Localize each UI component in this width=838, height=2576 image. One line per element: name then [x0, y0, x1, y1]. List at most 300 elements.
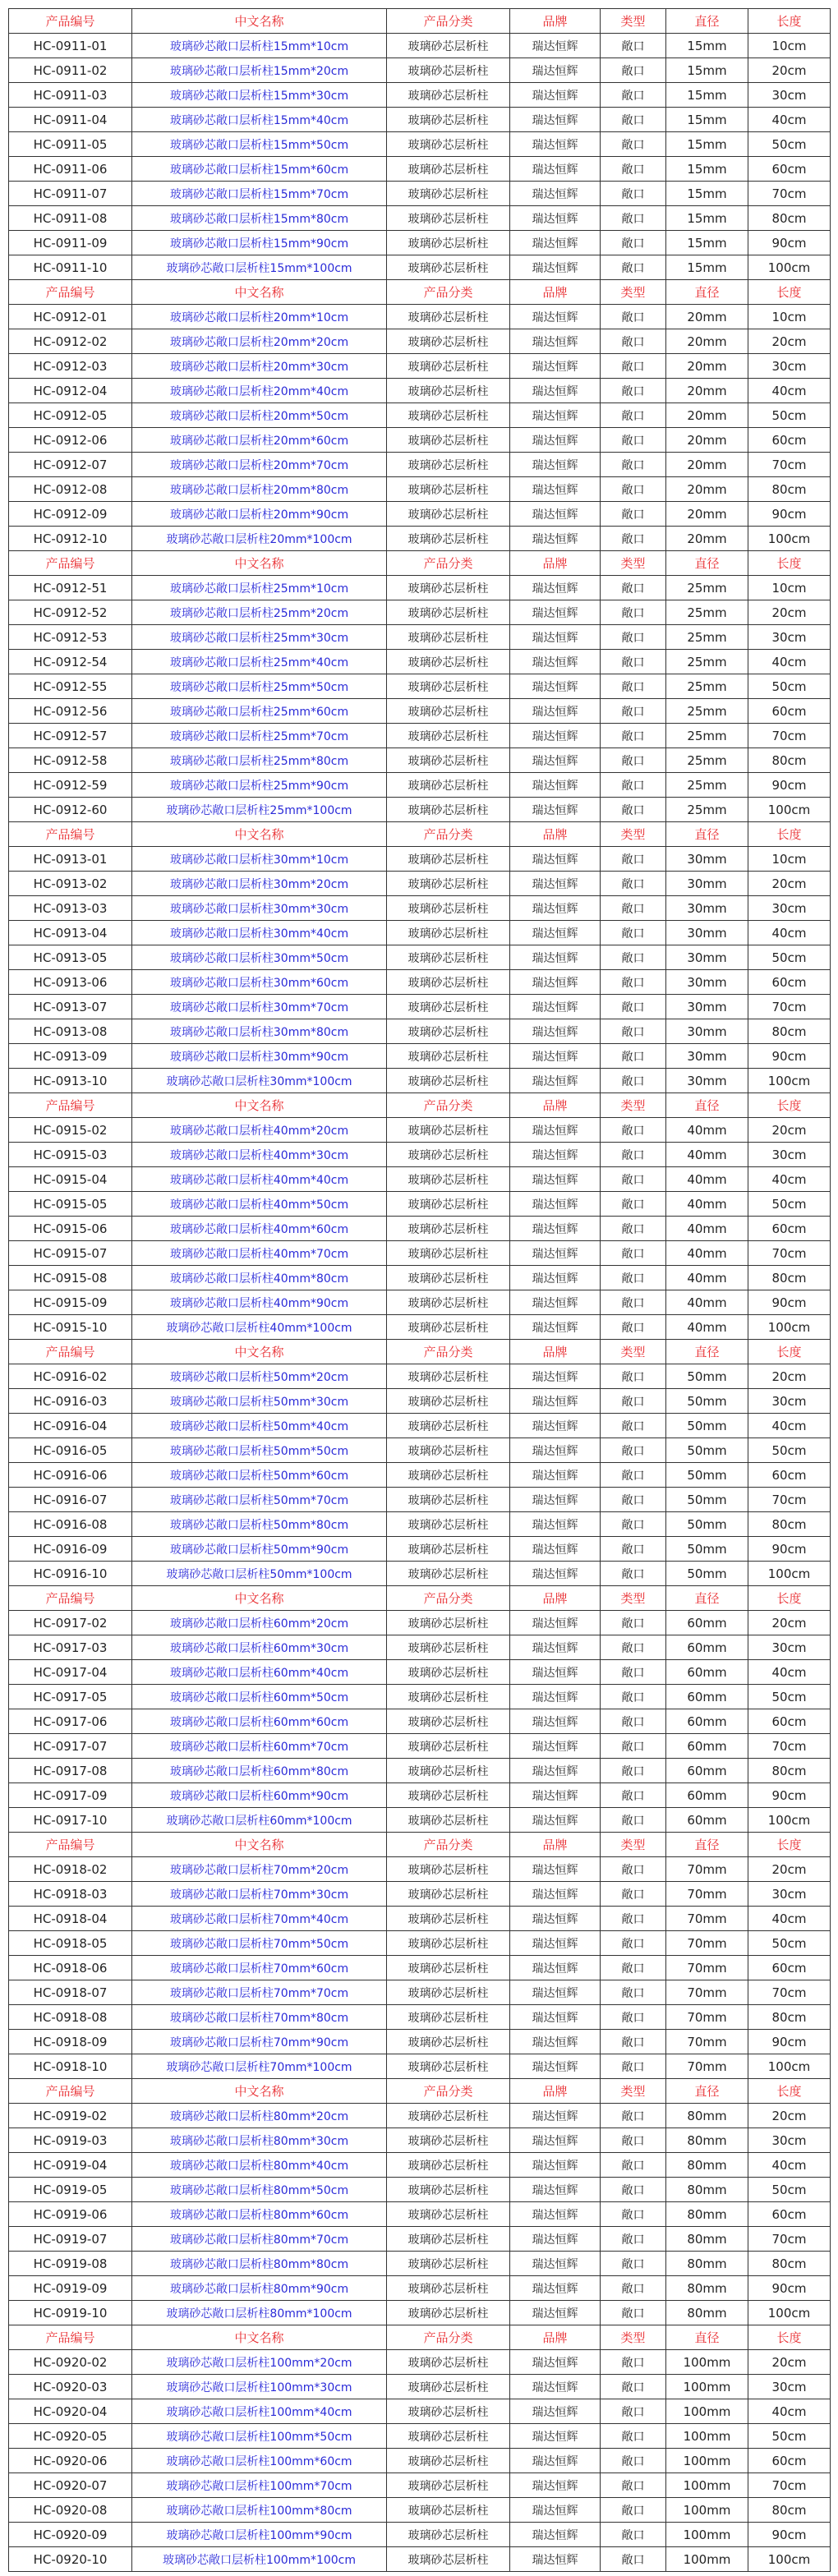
type-cell: 敞口	[601, 108, 666, 132]
diameter-cell: 20mm	[666, 354, 748, 379]
product-category-cell: 玻璃砂芯层析柱	[387, 1069, 510, 1093]
product-code-cell: HC-0919-06	[9, 2202, 132, 2227]
table-row	[9, 945, 831, 970]
chinese-name-cell: 玻璃砂芯敞口层析柱40mm*40cm	[132, 1167, 387, 1192]
header-row	[9, 280, 831, 305]
brand-cell: 瑞达恒辉	[510, 354, 601, 379]
product-code-cell: HC-0912-52	[9, 600, 132, 625]
product-category-cell: 玻璃砂芯层析柱	[387, 206, 510, 231]
diameter-cell: 20mm	[666, 453, 748, 477]
column-header-brand: 品牌	[510, 2325, 601, 2350]
product-code-cell: HC-0915-07	[9, 1241, 132, 1266]
product-category-cell: 玻璃砂芯层析柱	[387, 2030, 510, 2054]
diameter-cell: 20mm	[666, 379, 748, 403]
chinese-name-cell: 玻璃砂芯敞口层析柱70mm*90cm	[132, 2030, 387, 2054]
diameter-cell: 100mm	[666, 2547, 748, 2572]
product-code-cell: HC-0912-57	[9, 724, 132, 748]
column-header-diameter: 直径	[666, 822, 748, 847]
product-category-cell: 玻璃砂芯层析柱	[387, 1512, 510, 1537]
diameter-cell: 60mm	[666, 1635, 748, 1660]
brand-cell: 瑞达恒辉	[510, 1438, 601, 1463]
brand-cell: 瑞达恒辉	[510, 1315, 601, 1340]
chinese-name-cell: 玻璃砂芯敞口层析柱40mm*30cm	[132, 1143, 387, 1167]
table-row	[9, 1217, 831, 1241]
length-cell: 20cm	[748, 1118, 831, 1143]
product-category-cell: 玻璃砂芯层析柱	[387, 231, 510, 255]
brand-cell: 瑞达恒辉	[510, 1512, 601, 1537]
chinese-name-cell: 玻璃砂芯敞口层析柱15mm*100cm	[132, 255, 387, 280]
type-cell: 敞口	[601, 2005, 666, 2030]
table-row	[9, 1167, 831, 1192]
column-header-length: 长度	[748, 2325, 831, 2350]
column-header-chinese-name: 中文名称	[132, 280, 387, 305]
diameter-cell: 100mm	[666, 2399, 748, 2424]
column-header-product-category: 产品分类	[387, 9, 510, 34]
brand-cell: 瑞达恒辉	[510, 2498, 601, 2523]
type-cell: 敞口	[601, 1660, 666, 1685]
product-category-cell: 玻璃砂芯层析柱	[387, 847, 510, 872]
product-code-cell: HC-0919-07	[9, 2227, 132, 2252]
product-code-cell: HC-0913-10	[9, 1069, 132, 1093]
chinese-name-cell: 玻璃砂芯敞口层析柱40mm*100cm	[132, 1315, 387, 1340]
column-header-product-category: 产品分类	[387, 1833, 510, 1857]
type-cell: 敞口	[601, 1907, 666, 1931]
chinese-name-cell: 玻璃砂芯敞口层析柱40mm*60cm	[132, 1217, 387, 1241]
type-cell: 敞口	[601, 2301, 666, 2325]
diameter-cell: 50mm	[666, 1537, 748, 1562]
chinese-name-cell: 玻璃砂芯敞口层析柱20mm*90cm	[132, 502, 387, 527]
product-category-cell: 玻璃砂芯层析柱	[387, 1019, 510, 1044]
column-header-diameter: 直径	[666, 1093, 748, 1118]
product-category-cell: 玻璃砂芯层析柱	[387, 2399, 510, 2424]
column-header-type: 类型	[601, 2079, 666, 2104]
length-cell: 80cm	[748, 206, 831, 231]
diameter-cell: 25mm	[666, 600, 748, 625]
brand-cell: 瑞达恒辉	[510, 724, 601, 748]
product-code-cell: HC-0918-03	[9, 1882, 132, 1907]
brand-cell: 瑞达恒辉	[510, 2227, 601, 2252]
length-cell: 90cm	[748, 1044, 831, 1069]
column-header-length: 长度	[748, 1833, 831, 1857]
length-cell: 80cm	[748, 1266, 831, 1290]
table-row	[9, 1635, 831, 1660]
diameter-cell: 30mm	[666, 921, 748, 945]
brand-cell: 瑞达恒辉	[510, 1167, 601, 1192]
type-cell: 敞口	[601, 1389, 666, 1414]
product-code-cell: HC-0913-03	[9, 896, 132, 921]
chinese-name-cell: 玻璃砂芯敞口层析柱60mm*90cm	[132, 1783, 387, 1808]
product-category-cell: 玻璃砂芯层析柱	[387, 157, 510, 182]
chinese-name-cell: 玻璃砂芯敞口层析柱15mm*70cm	[132, 182, 387, 206]
table-row	[9, 2005, 831, 2030]
table-row	[9, 2399, 831, 2424]
product-code-cell: HC-0916-03	[9, 1389, 132, 1414]
diameter-cell: 25mm	[666, 699, 748, 724]
brand-cell: 瑞达恒辉	[510, 1241, 601, 1266]
type-cell: 敞口	[601, 1759, 666, 1783]
brand-cell: 瑞达恒辉	[510, 798, 601, 822]
table-row	[9, 1660, 831, 1685]
product-category-cell: 玻璃砂芯层析柱	[387, 1980, 510, 2005]
table-row	[9, 847, 831, 872]
table-row	[9, 1980, 831, 2005]
length-cell: 100cm	[748, 255, 831, 280]
column-header-product-code: 产品编号	[9, 1093, 132, 1118]
diameter-cell: 30mm	[666, 1044, 748, 1069]
length-cell: 30cm	[748, 896, 831, 921]
product-category-cell: 玻璃砂芯层析柱	[387, 995, 510, 1019]
diameter-cell: 20mm	[666, 428, 748, 453]
type-cell: 敞口	[601, 2523, 666, 2547]
product-category-cell: 玻璃砂芯层析柱	[387, 1290, 510, 1315]
brand-cell: 瑞达恒辉	[510, 2399, 601, 2424]
table-row	[9, 1759, 831, 1783]
diameter-cell: 15mm	[666, 182, 748, 206]
diameter-cell: 50mm	[666, 1389, 748, 1414]
chinese-name-cell: 玻璃砂芯敞口层析柱70mm*30cm	[132, 1882, 387, 1907]
column-header-chinese-name: 中文名称	[132, 822, 387, 847]
product-category-cell: 玻璃砂芯层析柱	[387, 1217, 510, 1241]
column-header-product-category: 产品分类	[387, 1093, 510, 1118]
type-cell: 敞口	[601, 1808, 666, 1833]
length-cell: 10cm	[748, 34, 831, 58]
chinese-name-cell: 玻璃砂芯敞口层析柱40mm*50cm	[132, 1192, 387, 1217]
product-code-cell: HC-0916-10	[9, 1562, 132, 1586]
table-row	[9, 1315, 831, 1340]
table-row	[9, 798, 831, 822]
header-row	[9, 2325, 831, 2350]
brand-cell: 瑞达恒辉	[510, 921, 601, 945]
product-category-cell: 玻璃砂芯层析柱	[387, 1266, 510, 1290]
brand-cell: 瑞达恒辉	[510, 970, 601, 995]
length-cell: 60cm	[748, 157, 831, 182]
table-row	[9, 2252, 831, 2276]
diameter-cell: 50mm	[666, 1463, 748, 1488]
table-row	[9, 2449, 831, 2473]
diameter-cell: 80mm	[666, 2252, 748, 2276]
column-header-type: 类型	[601, 2325, 666, 2350]
product-category-cell: 玻璃砂芯层析柱	[387, 477, 510, 502]
diameter-cell: 50mm	[666, 1438, 748, 1463]
length-cell: 30cm	[748, 83, 831, 108]
type-cell: 敞口	[601, 502, 666, 527]
type-cell: 敞口	[601, 1266, 666, 1290]
product-code-cell: HC-0920-06	[9, 2449, 132, 2473]
length-cell: 50cm	[748, 1438, 831, 1463]
column-header-diameter: 直径	[666, 2325, 748, 2350]
brand-cell: 瑞达恒辉	[510, 847, 601, 872]
product-category-cell: 玻璃砂芯层析柱	[387, 921, 510, 945]
column-header-diameter: 直径	[666, 9, 748, 34]
product-code-cell: HC-0917-05	[9, 1685, 132, 1709]
column-header-diameter: 直径	[666, 551, 748, 576]
table-row	[9, 1734, 831, 1759]
table-row	[9, 1907, 831, 1931]
product-code-cell: HC-0912-05	[9, 403, 132, 428]
length-cell: 50cm	[748, 2178, 831, 2202]
column-header-type: 类型	[601, 1340, 666, 1364]
brand-cell: 瑞达恒辉	[510, 2202, 601, 2227]
column-header-length: 长度	[748, 551, 831, 576]
product-category-cell: 玻璃砂芯层析柱	[387, 1783, 510, 1808]
table-row	[9, 182, 831, 206]
table-row	[9, 255, 831, 280]
type-cell: 敞口	[601, 1882, 666, 1907]
table-row	[9, 1143, 831, 1167]
table-row	[9, 1241, 831, 1266]
chinese-name-cell: 玻璃砂芯敞口层析柱20mm*30cm	[132, 354, 387, 379]
product-code-cell: HC-0912-54	[9, 650, 132, 674]
brand-cell: 瑞达恒辉	[510, 428, 601, 453]
column-header-brand: 品牌	[510, 1340, 601, 1364]
diameter-cell: 100mm	[666, 2449, 748, 2473]
product-code-cell: HC-0911-08	[9, 206, 132, 231]
chinese-name-cell: 玻璃砂芯敞口层析柱15mm*30cm	[132, 83, 387, 108]
length-cell: 90cm	[748, 231, 831, 255]
brand-cell: 瑞达恒辉	[510, 1537, 601, 1562]
column-header-product-code: 产品编号	[9, 1586, 132, 1611]
table-row	[9, 576, 831, 600]
brand-cell: 瑞达恒辉	[510, 1044, 601, 1069]
table-row	[9, 1488, 831, 1512]
product-category-cell: 玻璃砂芯层析柱	[387, 1907, 510, 1931]
product-code-cell: HC-0911-01	[9, 34, 132, 58]
brand-cell: 瑞达恒辉	[510, 945, 601, 970]
brand-cell: 瑞达恒辉	[510, 1931, 601, 1956]
diameter-cell: 50mm	[666, 1562, 748, 1586]
chinese-name-cell: 玻璃砂芯敞口层析柱30mm*90cm	[132, 1044, 387, 1069]
column-header-type: 类型	[601, 9, 666, 34]
product-code-cell: HC-0918-08	[9, 2005, 132, 2030]
product-code-cell: HC-0911-10	[9, 255, 132, 280]
table-row	[9, 2104, 831, 2128]
product-category-cell: 玻璃砂芯层析柱	[387, 1463, 510, 1488]
product-category-cell: 玻璃砂芯层析柱	[387, 896, 510, 921]
brand-cell: 瑞达恒辉	[510, 773, 601, 798]
length-cell: 30cm	[748, 1389, 831, 1414]
type-cell: 敞口	[601, 847, 666, 872]
type-cell: 敞口	[601, 1562, 666, 1586]
product-category-cell: 玻璃砂芯层析柱	[387, 2202, 510, 2227]
column-header-length: 长度	[748, 2079, 831, 2104]
column-header-chinese-name: 中文名称	[132, 2079, 387, 2104]
table-row	[9, 2523, 831, 2547]
product-category-cell: 玻璃砂芯层析柱	[387, 1537, 510, 1562]
column-header-type: 类型	[601, 1833, 666, 1857]
chinese-name-cell: 玻璃砂芯敞口层析柱20mm*80cm	[132, 477, 387, 502]
product-code-cell: HC-0911-04	[9, 108, 132, 132]
diameter-cell: 80mm	[666, 2227, 748, 2252]
brand-cell: 瑞达恒辉	[510, 1562, 601, 1586]
type-cell: 敞口	[601, 2054, 666, 2079]
product-category-cell: 玻璃砂芯层析柱	[387, 453, 510, 477]
column-header-brand: 品牌	[510, 1586, 601, 1611]
product-code-cell: HC-0920-09	[9, 2523, 132, 2547]
brand-cell: 瑞达恒辉	[510, 83, 601, 108]
diameter-cell: 80mm	[666, 2104, 748, 2128]
table-row	[9, 2547, 831, 2572]
chinese-name-cell: 玻璃砂芯敞口层析柱70mm*80cm	[132, 2005, 387, 2030]
brand-cell: 瑞达恒辉	[510, 255, 601, 280]
diameter-cell: 100mm	[666, 2498, 748, 2523]
brand-cell: 瑞达恒辉	[510, 1019, 601, 1044]
brand-cell: 瑞达恒辉	[510, 231, 601, 255]
type-cell: 敞口	[601, 527, 666, 551]
diameter-cell: 60mm	[666, 1660, 748, 1685]
chinese-name-cell: 玻璃砂芯敞口层析柱50mm*50cm	[132, 1438, 387, 1463]
length-cell: 40cm	[748, 1907, 831, 1931]
diameter-cell: 25mm	[666, 748, 748, 773]
chinese-name-cell: 玻璃砂芯敞口层析柱25mm*50cm	[132, 674, 387, 699]
product-category-cell: 玻璃砂芯层析柱	[387, 1611, 510, 1635]
length-cell: 30cm	[748, 2375, 831, 2399]
product-category-cell: 玻璃砂芯层析柱	[387, 329, 510, 354]
brand-cell: 瑞达恒辉	[510, 379, 601, 403]
type-cell: 敞口	[601, 305, 666, 329]
column-header-product-code: 产品编号	[9, 2325, 132, 2350]
table-row	[9, 2227, 831, 2252]
length-cell: 20cm	[748, 600, 831, 625]
length-cell: 70cm	[748, 2227, 831, 2252]
brand-cell: 瑞达恒辉	[510, 1980, 601, 2005]
length-cell: 50cm	[748, 945, 831, 970]
length-cell: 80cm	[748, 2498, 831, 2523]
brand-cell: 瑞达恒辉	[510, 1734, 601, 1759]
chinese-name-cell: 玻璃砂芯敞口层析柱100mm*30cm	[132, 2375, 387, 2399]
chinese-name-cell: 玻璃砂芯敞口层析柱25mm*30cm	[132, 625, 387, 650]
length-cell: 90cm	[748, 773, 831, 798]
type-cell: 敞口	[601, 1019, 666, 1044]
header-row	[9, 1093, 831, 1118]
length-cell: 70cm	[748, 453, 831, 477]
type-cell: 敞口	[601, 2178, 666, 2202]
length-cell: 30cm	[748, 625, 831, 650]
type-cell: 敞口	[601, 872, 666, 896]
diameter-cell: 30mm	[666, 970, 748, 995]
type-cell: 敞口	[601, 1414, 666, 1438]
length-cell: 100cm	[748, 2301, 831, 2325]
type-cell: 敞口	[601, 428, 666, 453]
column-header-product-category: 产品分类	[387, 551, 510, 576]
product-category-cell: 玻璃砂芯层析柱	[387, 2252, 510, 2276]
brand-cell: 瑞达恒辉	[510, 2178, 601, 2202]
diameter-cell: 70mm	[666, 1882, 748, 1907]
product-code-cell: HC-0920-08	[9, 2498, 132, 2523]
chinese-name-cell: 玻璃砂芯敞口层析柱15mm*20cm	[132, 58, 387, 83]
diameter-cell: 70mm	[666, 1857, 748, 1882]
column-header-diameter: 直径	[666, 1340, 748, 1364]
brand-cell: 瑞达恒辉	[510, 1364, 601, 1389]
chinese-name-cell: 玻璃砂芯敞口层析柱40mm*80cm	[132, 1266, 387, 1290]
chinese-name-cell: 玻璃砂芯敞口层析柱70mm*70cm	[132, 1980, 387, 2005]
brand-cell: 瑞达恒辉	[510, 502, 601, 527]
diameter-cell: 15mm	[666, 108, 748, 132]
product-code-cell: HC-0912-59	[9, 773, 132, 798]
diameter-cell: 70mm	[666, 1907, 748, 1931]
product-code-cell: HC-0915-02	[9, 1118, 132, 1143]
product-code-cell: HC-0912-51	[9, 576, 132, 600]
table-row	[9, 674, 831, 699]
product-category-cell: 玻璃砂芯层析柱	[387, 2128, 510, 2153]
length-cell: 70cm	[748, 724, 831, 748]
table-row	[9, 872, 831, 896]
type-cell: 敞口	[601, 1167, 666, 1192]
diameter-cell: 70mm	[666, 2005, 748, 2030]
brand-cell: 瑞达恒辉	[510, 206, 601, 231]
product-category-cell: 玻璃砂芯层析柱	[387, 748, 510, 773]
chinese-name-cell: 玻璃砂芯敞口层析柱15mm*40cm	[132, 108, 387, 132]
product-code-cell: HC-0916-08	[9, 1512, 132, 1537]
diameter-cell: 80mm	[666, 2153, 748, 2178]
length-cell: 100cm	[748, 798, 831, 822]
diameter-cell: 25mm	[666, 625, 748, 650]
brand-cell: 瑞达恒辉	[510, 2473, 601, 2498]
product-code-cell: HC-0915-10	[9, 1315, 132, 1340]
type-cell: 敞口	[601, 576, 666, 600]
brand-cell: 瑞达恒辉	[510, 1266, 601, 1290]
product-code-cell: HC-0920-05	[9, 2424, 132, 2449]
table-row	[9, 1192, 831, 1217]
diameter-cell: 50mm	[666, 1364, 748, 1389]
column-header-type: 类型	[601, 280, 666, 305]
type-cell: 敞口	[601, 34, 666, 58]
type-cell: 敞口	[601, 2153, 666, 2178]
brand-cell: 瑞达恒辉	[510, 2005, 601, 2030]
table-row	[9, 773, 831, 798]
column-header-length: 长度	[748, 280, 831, 305]
column-header-brand: 品牌	[510, 822, 601, 847]
type-cell: 敞口	[601, 58, 666, 83]
chinese-name-cell: 玻璃砂芯敞口层析柱25mm*60cm	[132, 699, 387, 724]
product-category-cell: 玻璃砂芯层析柱	[387, 1044, 510, 1069]
product-category-cell: 玻璃砂芯层析柱	[387, 872, 510, 896]
product-code-cell: HC-0915-09	[9, 1290, 132, 1315]
product-category-cell: 玻璃砂芯层析柱	[387, 1241, 510, 1266]
table-row	[9, 527, 831, 551]
product-category-cell: 玻璃砂芯层析柱	[387, 2424, 510, 2449]
table-row	[9, 2424, 831, 2449]
product-category-cell: 玻璃砂芯层析柱	[387, 1857, 510, 1882]
product-code-cell: HC-0917-07	[9, 1734, 132, 1759]
type-cell: 敞口	[601, 1438, 666, 1463]
length-cell: 30cm	[748, 2128, 831, 2153]
brand-cell: 瑞达恒辉	[510, 872, 601, 896]
product-code-cell: HC-0918-05	[9, 1931, 132, 1956]
diameter-cell: 25mm	[666, 724, 748, 748]
product-category-cell: 玻璃砂芯层析柱	[387, 182, 510, 206]
table-row	[9, 379, 831, 403]
chinese-name-cell: 玻璃砂芯敞口层析柱70mm*20cm	[132, 1857, 387, 1882]
type-cell: 敞口	[601, 945, 666, 970]
product-code-cell: HC-0919-03	[9, 2128, 132, 2153]
column-header-brand: 品牌	[510, 9, 601, 34]
diameter-cell: 30mm	[666, 896, 748, 921]
product-code-cell: HC-0919-10	[9, 2301, 132, 2325]
table-row	[9, 58, 831, 83]
product-category-cell: 玻璃砂芯层析柱	[387, 2449, 510, 2473]
table-row	[9, 2178, 831, 2202]
product-code-cell: HC-0917-02	[9, 1611, 132, 1635]
diameter-cell: 100mm	[666, 2473, 748, 2498]
chinese-name-cell: 玻璃砂芯敞口层析柱50mm*80cm	[132, 1512, 387, 1537]
diameter-cell: 20mm	[666, 329, 748, 354]
type-cell: 敞口	[601, 231, 666, 255]
type-cell: 敞口	[601, 2030, 666, 2054]
brand-cell: 瑞达恒辉	[510, 2350, 601, 2375]
diameter-cell: 30mm	[666, 1069, 748, 1093]
product-code-cell: HC-0912-56	[9, 699, 132, 724]
chinese-name-cell: 玻璃砂芯敞口层析柱50mm*60cm	[132, 1463, 387, 1488]
